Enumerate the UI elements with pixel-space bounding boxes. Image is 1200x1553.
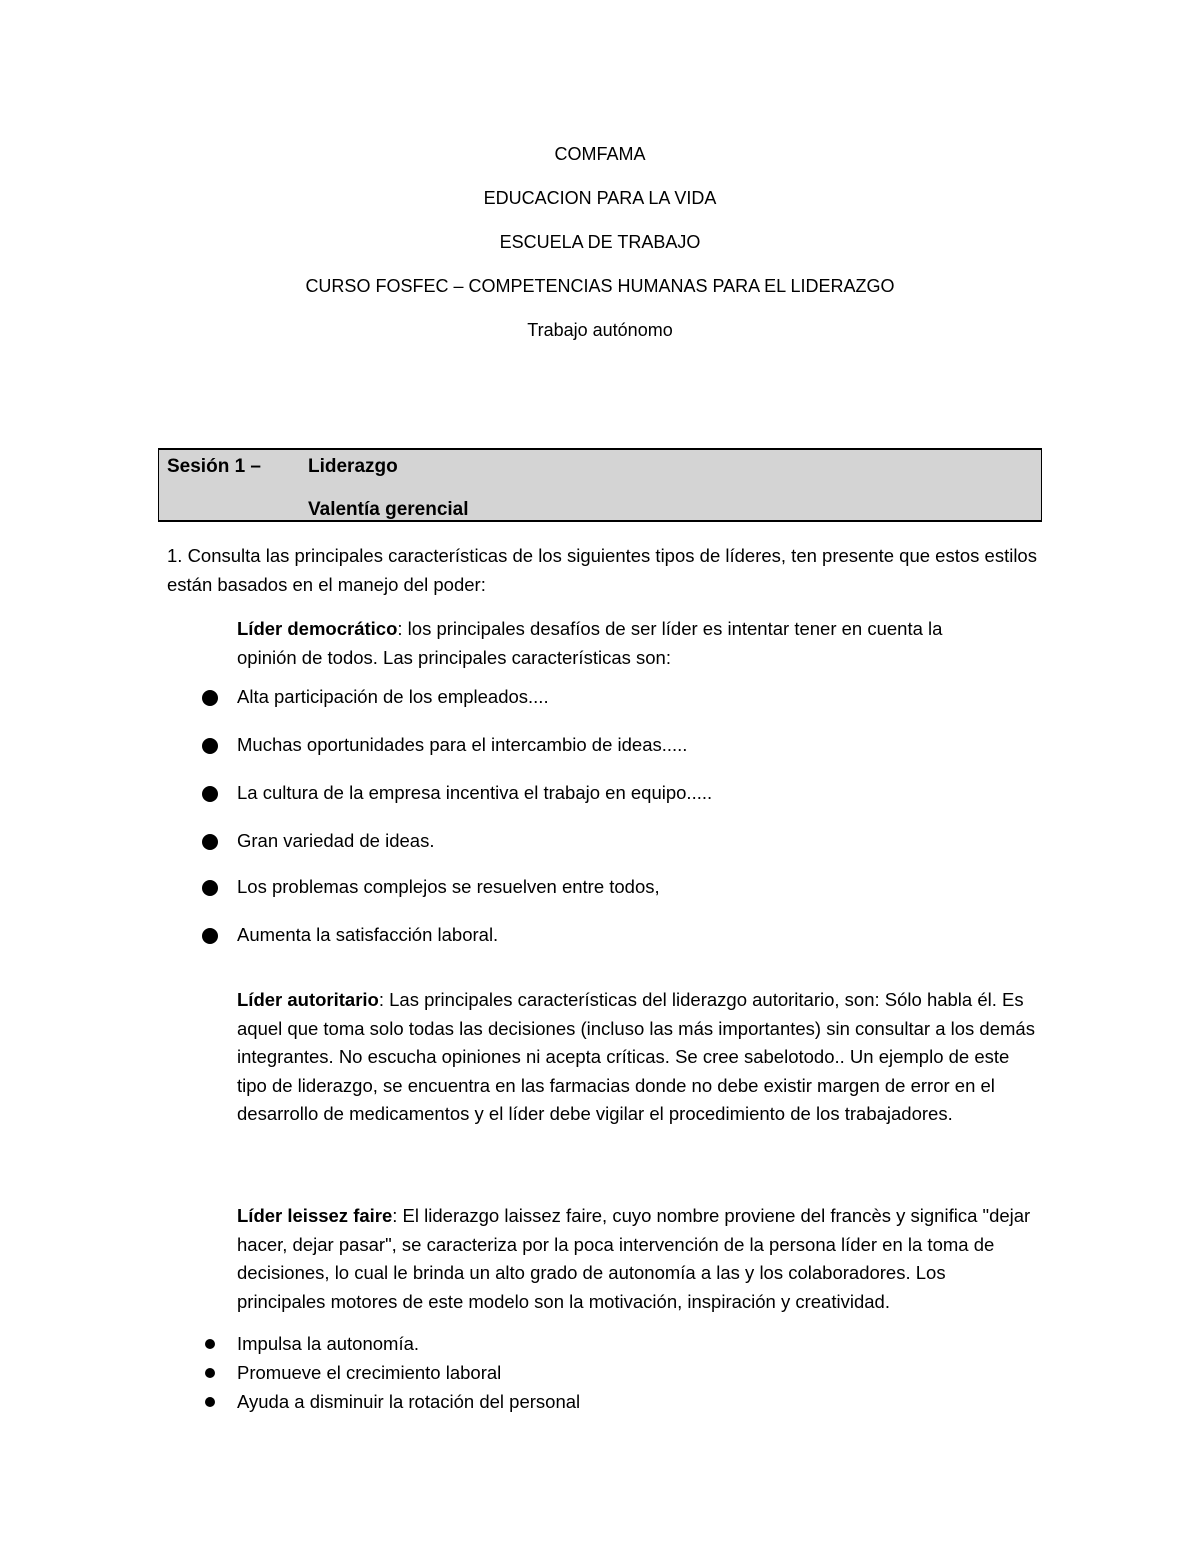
democratic-bullet-text: Gran variedad de ideas. [237,830,435,851]
democratic-text: : los principales desafíos de ser líder es intentar tener en cuenta la opinión de todos. Las principales características son: [237,618,943,668]
bullet-icon [205,1339,215,1349]
bullet-icon [202,928,218,944]
header-organization: COMFAMA [554,144,646,164]
header-program: EDUCACION PARA LA VIDA [483,188,717,208]
democratic-bullet-text: Aumenta la satisfacción laboral. [237,924,499,945]
bullet-icon [202,738,218,754]
democratic-bullet-text: Muchas oportunidades para el intercambio de ideas..... [237,734,688,755]
session-label: Sesión 1 – [167,456,261,477]
laissez-faire-paragraph [237,1202,1037,1316]
democratic-title: Líder democrático [237,618,398,639]
session-table [158,448,1042,522]
laissez-faire-text: : El liderazgo laissez faire, cuyo nombre proviene del francès y significa "dejar hacer, dejar pasar", se caracteriza por la poca intervención de la persona líder en la toma de decisiones, lo cual le brinda un alto grado de autonomía a las y los colaboradores. Los principales motores de este modelo son la motivación, inspiración y creatividad. [237,1205,1031,1312]
list-item [0,1359,1200,1387]
democratic-bullet-text: Los problemas complejos se resuelven entre todos, [237,876,660,897]
laissez-faire-bullet-text: Promueve el crecimiento laboral [237,1362,502,1383]
bullet-icon [202,690,218,706]
bullet-icon [205,1368,215,1378]
bullet-icon [205,1397,215,1407]
laissez-faire-title: Líder leissez faire [237,1205,393,1226]
list-item [0,1388,1200,1416]
session-topic: Liderazgo [308,456,398,477]
question-text: 1. Consulta las principales características de los siguientes tipos de líderes, ten presente que estos estilos están basados en el manejo del poder: [167,545,1037,595]
list-item [0,731,1200,759]
democratic-bullet-text: La cultura de la empresa incentiva el trabajo en equipo..... [237,782,713,803]
list-item [0,1330,1200,1358]
list-item [0,779,1200,807]
bullet-icon [202,834,218,850]
session-subtopic: Valentía gerencial [308,499,469,520]
authoritarian-title: Líder autoritario [237,989,379,1010]
header-school: ESCUELA DE TRABAJO [499,232,701,252]
list-item [0,827,1200,855]
header-assignment: Trabajo autónomo [527,320,673,340]
list-item [0,683,1200,711]
authoritarian-text: : Las principales características del liderazgo autoritario, son: Sólo habla él. Es aquel que toma solo todas las decisiones (incluso las más importantes) sin consultar a los demás integrantes. No escucha opiniones ni acepta críticas. Se cree sabelotodo.. Un ejemplo de este tipo de liderazgo, se encuentra en las farmacias donde no debe existir margen de error en el desarrollo de medicamentos y el líder debe vigilar el procedimiento de los trabajadores. [237,989,1035,1124]
list-item [0,921,1200,949]
laissez-faire-bullet-text: Ayuda a disminuir la rotación del personal [237,1391,581,1412]
header-course: CURSO FOSFEC – COMPETENCIAS HUMANAS PARA EL LIDERAZGO [305,276,895,296]
bullet-icon [202,786,218,802]
democratic-bullet-text: Alta participación de los empleados.... [237,686,549,707]
list-item [0,873,1200,901]
bullet-icon [202,880,218,896]
democratic-paragraph [237,615,997,672]
laissez-faire-bullet-text: Impulsa la autonomía. [237,1333,420,1354]
authoritarian-paragraph [237,986,1037,1129]
